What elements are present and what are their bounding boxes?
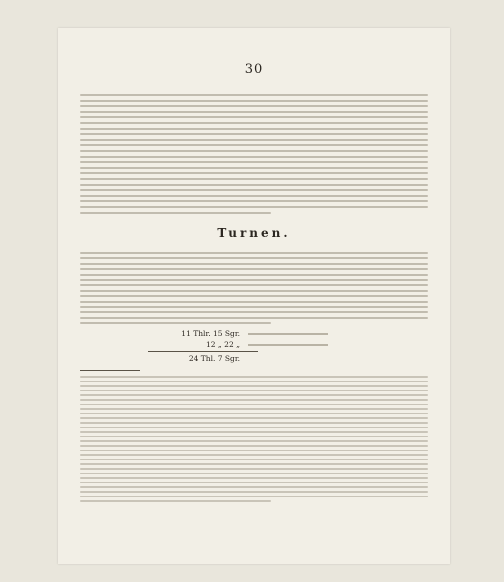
- text-line-placeholder: [80, 381, 428, 383]
- text-line-placeholder: [80, 144, 428, 146]
- text-line-placeholder: [80, 156, 428, 158]
- text-line-placeholder: [80, 290, 428, 292]
- section-heading: Turnen.: [217, 226, 291, 240]
- ledger-row: [148, 339, 348, 350]
- text-line-placeholder: [80, 322, 271, 324]
- text-line-placeholder: [80, 390, 428, 392]
- text-line-placeholder: [80, 477, 428, 479]
- ledger-text-placeholder: [248, 344, 328, 346]
- text-line-placeholder: [80, 306, 428, 308]
- document-page: [58, 28, 450, 564]
- text-line-placeholder: [80, 445, 428, 447]
- text-line-placeholder: [80, 252, 428, 254]
- text-line-placeholder: [80, 500, 271, 502]
- text-line-placeholder: [80, 100, 428, 102]
- text-line-placeholder: [80, 473, 428, 475]
- text-line-placeholder: [80, 116, 428, 118]
- text-line-placeholder: [80, 394, 428, 396]
- text-line-placeholder: [80, 436, 428, 438]
- text-line-placeholder: [80, 422, 428, 424]
- text-line-placeholder: [80, 468, 428, 470]
- text-line-placeholder: [80, 274, 428, 276]
- text-line-placeholder: [80, 178, 428, 180]
- text-line-placeholder: [80, 417, 428, 419]
- ledger-text-placeholder: [248, 333, 328, 335]
- text-line-placeholder: [80, 122, 428, 124]
- ledger-amount: 24 Thl. 7 Sgr.: [188, 354, 240, 363]
- text-line-placeholder: [80, 279, 428, 281]
- ledger-amount: 11 Thlr. 15 Sgr.: [181, 329, 240, 338]
- text-line-placeholder: [80, 139, 428, 141]
- text-line-placeholder: [80, 257, 428, 259]
- text-line-placeholder: [80, 496, 428, 498]
- page-number: 30: [244, 62, 264, 77]
- text-line-placeholder: [80, 413, 428, 415]
- text-line-placeholder: [80, 408, 428, 410]
- text-line-placeholder: [80, 189, 428, 191]
- text-line-placeholder: [80, 459, 428, 461]
- sum-rule: [148, 351, 258, 352]
- text-line-placeholder: [80, 454, 428, 456]
- text-line-placeholder: [80, 491, 428, 493]
- text-line-placeholder: [80, 440, 428, 442]
- text-line-placeholder: [80, 111, 428, 113]
- text-line-placeholder: [80, 376, 428, 378]
- text-line-placeholder: [80, 268, 428, 270]
- text-line-placeholder: [80, 450, 428, 452]
- text-line-placeholder: [80, 128, 428, 130]
- ledger-row: [148, 328, 348, 339]
- text-line-placeholder: [80, 200, 428, 202]
- text-line-placeholder: [80, 427, 428, 429]
- text-line-placeholder: [80, 317, 428, 319]
- text-line-placeholder: [80, 172, 428, 174]
- text-line-placeholder: [80, 399, 428, 401]
- text-line-placeholder: [80, 311, 428, 313]
- text-line-placeholder: [80, 133, 428, 135]
- text-line-placeholder: [80, 385, 428, 387]
- text-line-placeholder: [80, 94, 428, 96]
- text-line-placeholder: [80, 161, 428, 163]
- ledger-row-total: [148, 353, 348, 364]
- text-line-placeholder: [80, 301, 428, 303]
- text-line-placeholder: [80, 212, 271, 214]
- text-line-placeholder: [80, 167, 428, 169]
- text-line-placeholder: [80, 184, 428, 186]
- footnote-rule: [80, 370, 140, 371]
- text-line-placeholder: [80, 295, 428, 297]
- text-line-placeholder: [80, 482, 428, 484]
- ledger-amount: 12 „ 22 „: [205, 340, 240, 349]
- text-line-placeholder: [80, 431, 428, 433]
- text-line-placeholder: [80, 105, 428, 107]
- text-line-placeholder: [80, 284, 428, 286]
- text-line-placeholder: [80, 206, 428, 208]
- text-line-placeholder: [80, 195, 428, 197]
- text-line-placeholder: [80, 463, 428, 465]
- text-line-placeholder: [80, 150, 428, 152]
- text-line-placeholder: [80, 404, 428, 406]
- text-line-placeholder: [80, 263, 428, 265]
- text-line-placeholder: [80, 486, 428, 488]
